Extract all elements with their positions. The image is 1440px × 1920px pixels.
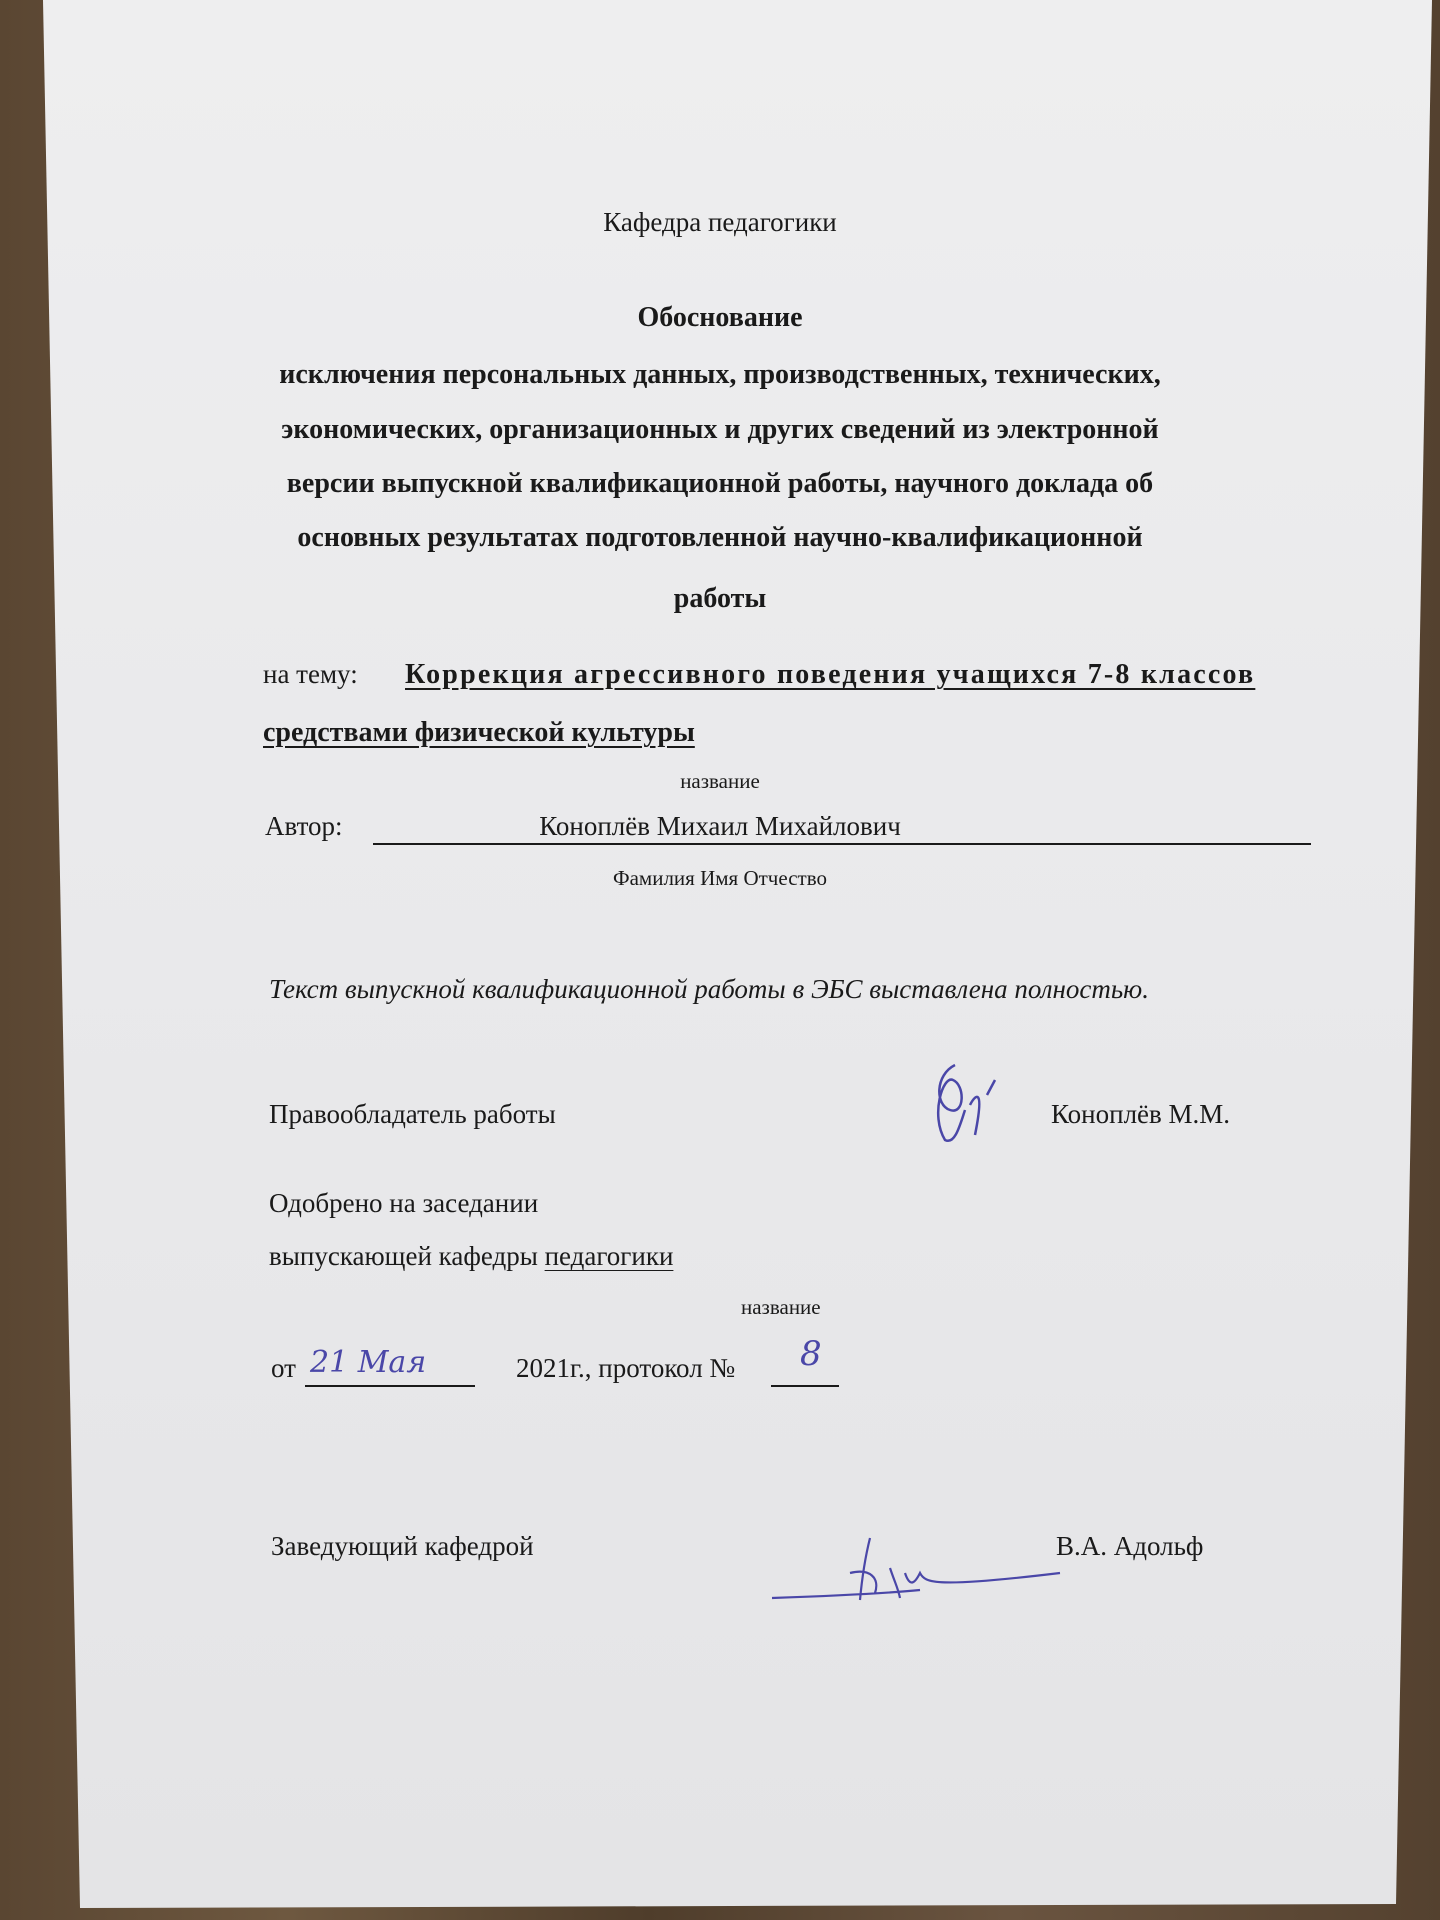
department-heading: Кафедра педагогики (603, 207, 837, 237)
subtitle-line-1: исключения персональных данных, производственных, технических, (279, 359, 1161, 390)
rights-holder-label: Правообладатель работы (269, 1099, 556, 1129)
head-name: В.А. Адольф (1056, 1531, 1204, 1561)
topic-line-1: Коррекция агрессивного поведения учащихся 7-8 классов (405, 659, 1256, 690)
handwritten-protocol-number: 8 (800, 1334, 822, 1374)
document-title: Обоснование (637, 302, 803, 333)
subtitle-line-3: версии выпускной квалификационной работы, научного доклада об (286, 468, 1154, 499)
subtitle-line-5: работы (673, 583, 767, 614)
date-prefix: от (271, 1353, 296, 1383)
author-caption: Фамилия Имя Отчество (613, 866, 827, 890)
head-label: Заведующий кафедрой (271, 1531, 534, 1561)
approval-caption: название (741, 1295, 821, 1319)
subtitle-line-2: экономических, организационных и других сведений из электронной (281, 414, 1159, 445)
handwritten-date: 21 Мая (310, 1345, 427, 1380)
rights-holder-signature (925, 1055, 1025, 1150)
topic-line-2: средствами физической культуры (263, 717, 695, 748)
protocol-underline (771, 1385, 839, 1387)
approval-prefix-text: выпускающей кафедры (269, 1241, 538, 1271)
head-signature (770, 1528, 1070, 1608)
approval-line-1: Одобрено на заседании (269, 1188, 539, 1218)
approval-department: педагогики (544, 1241, 674, 1271)
subtitle-line-4: основных результатах подготовленной научно-квалификационной (297, 522, 1143, 553)
rights-holder-name: Коноплёв М.М. (1051, 1099, 1231, 1129)
author-name: Коноплёв Михаил Михайлович (539, 811, 901, 841)
author-label: Автор: (265, 811, 343, 841)
publication-statement: Текст выпускной квалификационной работы в ЭБС выставлена полностью. (269, 974, 1149, 1004)
author-underline (373, 843, 1311, 845)
date-underline (305, 1385, 475, 1387)
topic-caption: название (680, 769, 760, 793)
year-protocol-text: 2021г., протокол № (516, 1353, 736, 1383)
topic-label: на тему: (263, 659, 358, 689)
approval-line-2-prefix (269, 1241, 673, 1272)
